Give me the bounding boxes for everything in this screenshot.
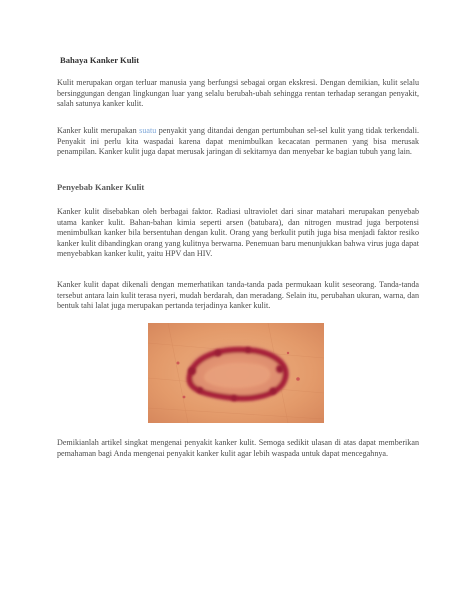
paragraph-intro: Kulit merupakan organ terluar manusia yang berfungsi sebagai organ ekskresi. Dengan demikian, kulit selalu bersinggungan dengan lingkungan luar yang selalu berubah-ubah sehingga rentan terhadap serangan penyakit, salah satunya kanker kulit. [57,78,419,109]
suatu-link[interactable]: suatu [139,126,157,135]
paragraph-definition-end: penyakit yang ditandai dengan pertumbuhan sel-sel kulit yang tidak terkendali. Penyakit ini perlu kita waspadai karena dapat menimbulkan kecacatan permanen yang bisa merusak penampilan. Kanker kulit juga dapat merusak jaringan di sekitarnya dan menyebar ke bagian tubuh yang lain. [57,126,419,157]
document-title: Bahaya Kanker Kulit [60,55,140,65]
skin-lesion-image [148,323,324,423]
paragraph-definition [57,126,419,158]
paragraph-closing: Demikianlah artikel singkat mengenai penyakit kanker kulit. Semoga sedikit ulasan di atas dapat memberikan pemahaman bagi Anda mengenai penyakit kanker kulit agar lebih waspada untuk dapat mencegahnya. [57,438,419,458]
paragraph-signs: Kanker kulit dapat dikenali dengan memerhatikan tanda-tanda pada permukaan kulit seseorang. Tanda-tanda tersebut antara lain kulit terasa nyeri, mudah berdarah, dan meradang. Selain itu, perubahan ukuran, warna, dan bentuk tahi lalat juga merupakan pertanda terjadinya kanker kulit. [57,280,419,311]
paragraph-definition-start: Kanker kulit merupakan [57,126,140,135]
paragraph-causes: Kanker kulit disebabkan oleh berbagai faktor. Radiasi ultraviolet dari sinar matahari merupakan penyebab utama kanker kulit. Bahan-bahan kimia seperti arsen (batubara), dan nitrogen mustrad juga berpotensi menimbulkan kanker bila bersentuhan dengan kulit. Orang yang berkulit putih juga bisa menjadi faktor resiko kanker kulit dibandingkan orang yang kulitnya berwarna. Penemuan baru menunjukkan bahwa virus juga dapat menyebabkan kanker kulit, yaitu HPV dan HIV. [57,207,419,259]
skin-lesion-photo [148,323,324,423]
section-heading-causes: Penyebab Kanker Kulit [57,182,145,192]
